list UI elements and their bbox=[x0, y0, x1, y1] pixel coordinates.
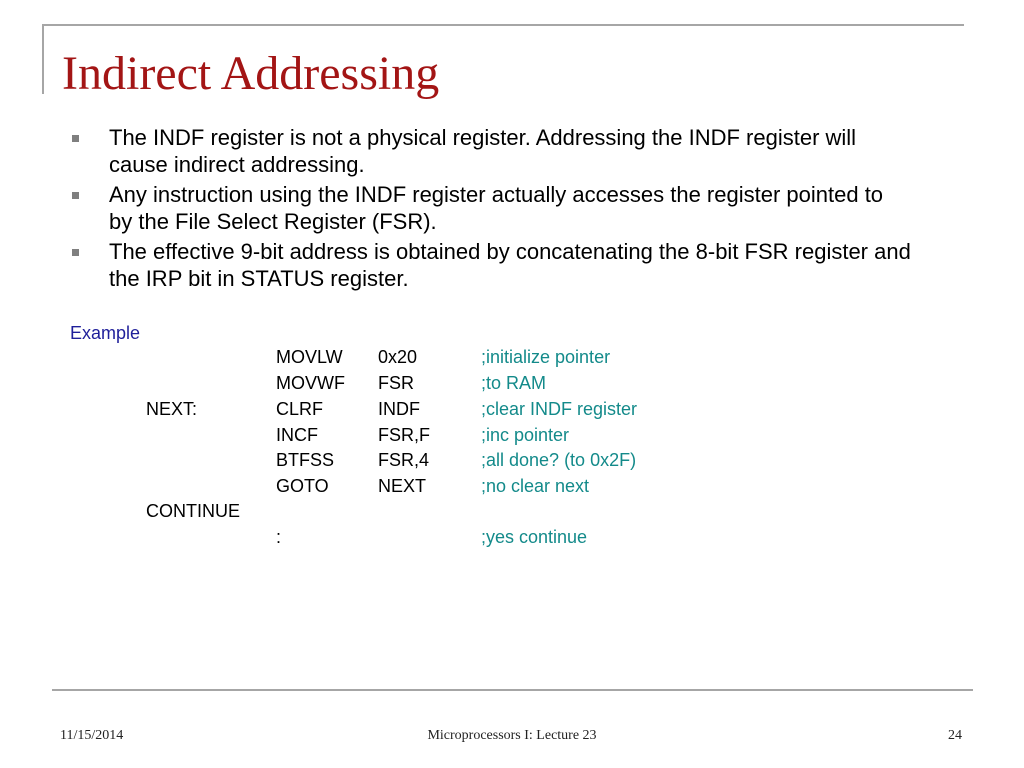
bullet-item bbox=[72, 238, 912, 292]
code-operand: FSR,4 bbox=[378, 450, 430, 470]
code-comment: ;yes continue bbox=[481, 527, 588, 547]
slide-frame-left-rule bbox=[42, 24, 44, 94]
code-line bbox=[0, 370, 1024, 396]
footer-course-title: Microprocessors I: Lecture 23 bbox=[427, 728, 597, 743]
code-opcode: GOTO bbox=[276, 476, 329, 496]
code-comment: ;to RAM bbox=[481, 373, 547, 393]
slide-title: Indirect Addressing bbox=[62, 47, 440, 100]
bullet-list bbox=[72, 124, 912, 295]
code-opcode: CLRF bbox=[276, 399, 324, 419]
code-comment: ;inc pointer bbox=[481, 425, 570, 445]
square-bullet-icon bbox=[72, 249, 79, 256]
code-comment: ;no clear next bbox=[481, 476, 590, 496]
code-comment: ;clear INDF register bbox=[481, 399, 638, 419]
square-bullet-icon bbox=[72, 135, 79, 142]
slide-number: 24 bbox=[948, 728, 962, 743]
code-operand: FSR,F bbox=[378, 425, 430, 445]
code-opcode: : bbox=[276, 527, 282, 547]
code-operand: 0x20 bbox=[378, 347, 418, 367]
footer-date: 11/15/2014 bbox=[60, 728, 124, 743]
bullet-item bbox=[72, 124, 912, 178]
code-opcode: MOVLW bbox=[276, 347, 343, 367]
square-bullet-icon bbox=[72, 192, 79, 199]
code-line bbox=[0, 473, 1024, 499]
footer-rule bbox=[52, 689, 973, 691]
code-line bbox=[0, 447, 1024, 473]
code-line bbox=[0, 498, 1024, 524]
bullet-text: The INDF register is not a physical register. Addressing the INDF register will cause indirect addressing. bbox=[109, 125, 857, 177]
code-operand: FSR bbox=[378, 373, 414, 393]
code-operand: INDF bbox=[378, 399, 420, 419]
code-opcode: INCF bbox=[276, 425, 318, 445]
bullet-text: Any instruction using the INDF register actually accesses the register pointed to by the File Select Register (FSR). bbox=[109, 182, 884, 234]
code-opcode: MOVWF bbox=[276, 373, 345, 393]
code-opcode: BTFSS bbox=[276, 450, 335, 470]
code-comment: ;initialize pointer bbox=[481, 347, 611, 367]
code-line bbox=[0, 524, 1024, 550]
slide-frame-top-rule bbox=[42, 24, 964, 26]
bullet-text: The effective 9-bit address is obtained by concatenating the 8-bit FSR register and the IRP bit in STATUS register. bbox=[109, 239, 911, 291]
example-label: Example bbox=[70, 323, 141, 343]
code-operand: NEXT bbox=[378, 476, 427, 496]
code-line bbox=[0, 396, 1024, 422]
code-comment: ;all done? (to 0x2F) bbox=[481, 450, 637, 470]
code-label: CONTINUE bbox=[146, 501, 240, 521]
code-line bbox=[0, 422, 1024, 448]
code-line bbox=[0, 344, 1024, 370]
code-label: NEXT: bbox=[146, 399, 198, 419]
bullet-item bbox=[72, 181, 912, 235]
